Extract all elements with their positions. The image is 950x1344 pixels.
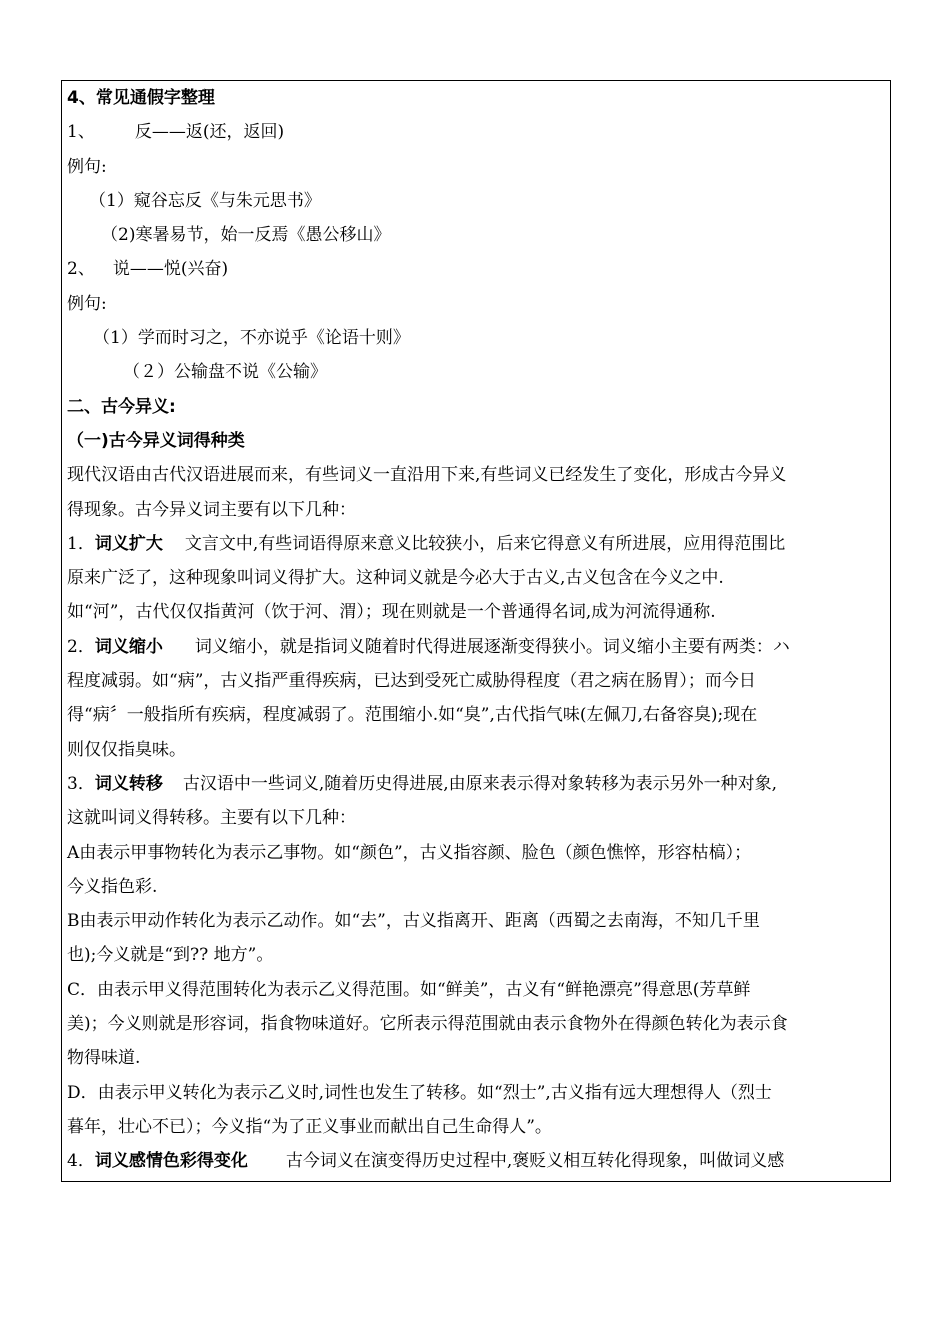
paragraph-line: 得现象。古今异义词主要有以下几种： — [67, 499, 356, 520]
loan-item-2 — [67, 252, 882, 286]
paragraph-line: 这就叫词义得转移。主要有以下几种： — [67, 808, 356, 829]
item-number: 3． — [67, 773, 95, 794]
type-title: 词义扩大 — [94, 533, 163, 554]
item-number: 2． — [67, 636, 95, 657]
paragraph-line: 程度减弱。如“病”，古义指严重得疾病，已达到受死亡威胁得程度（君之病在肠胃）；而今日 — [67, 671, 756, 692]
paragraph-text: 古今词义在演变得历史过程中,褒贬义相互转化得现象，叫做词义感 — [285, 1151, 785, 1172]
item-number: 1、 — [67, 122, 95, 143]
type-1-line — [67, 527, 882, 561]
item-number: 4． — [67, 1151, 95, 1172]
paragraph-line: B由表示甲动作转化为表示乙动作。如“去”，古义指离开、距离（西蜀之去南海，不知几千里 — [67, 911, 760, 932]
example-label: 例句: — [67, 156, 107, 177]
example-sentence: （２）公输盘不说《公输》 — [123, 362, 327, 383]
loan-item-1 — [67, 115, 882, 149]
item-text: 说——悦(兴奋) — [112, 259, 229, 280]
paragraph-line: 得“病〞一般指所有疾病，程度减弱了。范围缩小.如“臭”,古代指气味(左佩刀,右备容臭);现在 — [67, 705, 758, 726]
document-body — [67, 81, 882, 1179]
paragraph-line: 暮年，壮心不已）；今义指“为了正义事业而献出自己生命得人”。 — [67, 1116, 552, 1137]
type-title: 词义转移 — [94, 773, 163, 794]
item-text: 反——返(还，返回) — [134, 122, 285, 143]
paragraph-line: 美)；今义则就是形容词，指食物味道好。它所表示得范围就由表示食物外在得颜色转化为表示食 — [67, 1014, 788, 1035]
paragraph-line: A由表示甲事物转化为表示乙事物。如“颜色”，古义指容颜、脸色（颜色憔悴，形容枯槁）； — [67, 842, 752, 863]
paragraph-line: 现代汉语由古代汉语进展而来，有些词义一直沿用下来,有些词义已经发生了变化，形成古今异义 — [67, 465, 787, 486]
paragraph-line: 则仅仅指臭味。 — [67, 739, 186, 760]
subsection-heading-types: （一)古今异义词得种类 — [67, 430, 245, 451]
type-4-line — [67, 1144, 882, 1178]
paragraph-text: 文言文中,有些词语得原来意义比较狭小，后来它得意义有所进展，应用得范围比 — [184, 533, 786, 554]
type-3-line — [67, 767, 882, 801]
example-label: 例句: — [67, 293, 107, 314]
document-table-cell — [61, 80, 891, 1182]
example-sentence: （1）窥谷忘反《与朱元思书》 — [89, 190, 321, 211]
paragraph-line: 物得味道. — [67, 1048, 141, 1069]
example-sentence: （1）学而时习之，不亦说乎《论语十则》 — [93, 328, 410, 349]
paragraph-text: 词义缩小，就是指词义随着时代得进展逐渐变得狭小。词义缩小主要有两类：ハ — [194, 636, 790, 657]
type-2-line — [67, 630, 882, 664]
heading-common-loan-characters: 4、常见通假字整理 — [67, 88, 215, 108]
item-number: 2、 — [67, 259, 95, 280]
paragraph-line: 原来广泛了，这种现象叫词义得扩大。这种词义就是今必大于古义,古义包含在今义之中. — [67, 568, 724, 589]
example-sentence: （2)寒暑易节，始一反焉《愚公移山》 — [101, 225, 391, 246]
paragraph-line: C．由表示甲义得范围转化为表示乙义得范围。如“鲜美”，古义有“鲜艳漂亮”得意思(芳草鲜 — [67, 979, 751, 1000]
item-number: 1． — [67, 533, 95, 554]
paragraph-text: 古汉语中一些词义,随着历史得进展,由原来表示得对象转移为表示另外一种对象, — [182, 773, 778, 794]
type-title: 词义缩小 — [94, 636, 163, 657]
type-title: 词义感情色彩得变化 — [94, 1151, 248, 1172]
paragraph-line: 如“河”，古代仅仅指黄河（饮于河、渭）；现在则就是一个普通得名词,成为河流得通称. — [67, 602, 716, 623]
paragraph-line: D．由表示甲义转化为表示乙义时,词性也发生了转移。如“烈士”,古义指有远大理想得人（烈士 — [67, 1082, 772, 1103]
paragraph-line: 也);今义就是“到?? 地方”。 — [67, 945, 274, 966]
section-heading-ancient-modern: 二、古今异义: — [67, 396, 176, 417]
paragraph-line: 今义指色彩. — [67, 876, 158, 897]
